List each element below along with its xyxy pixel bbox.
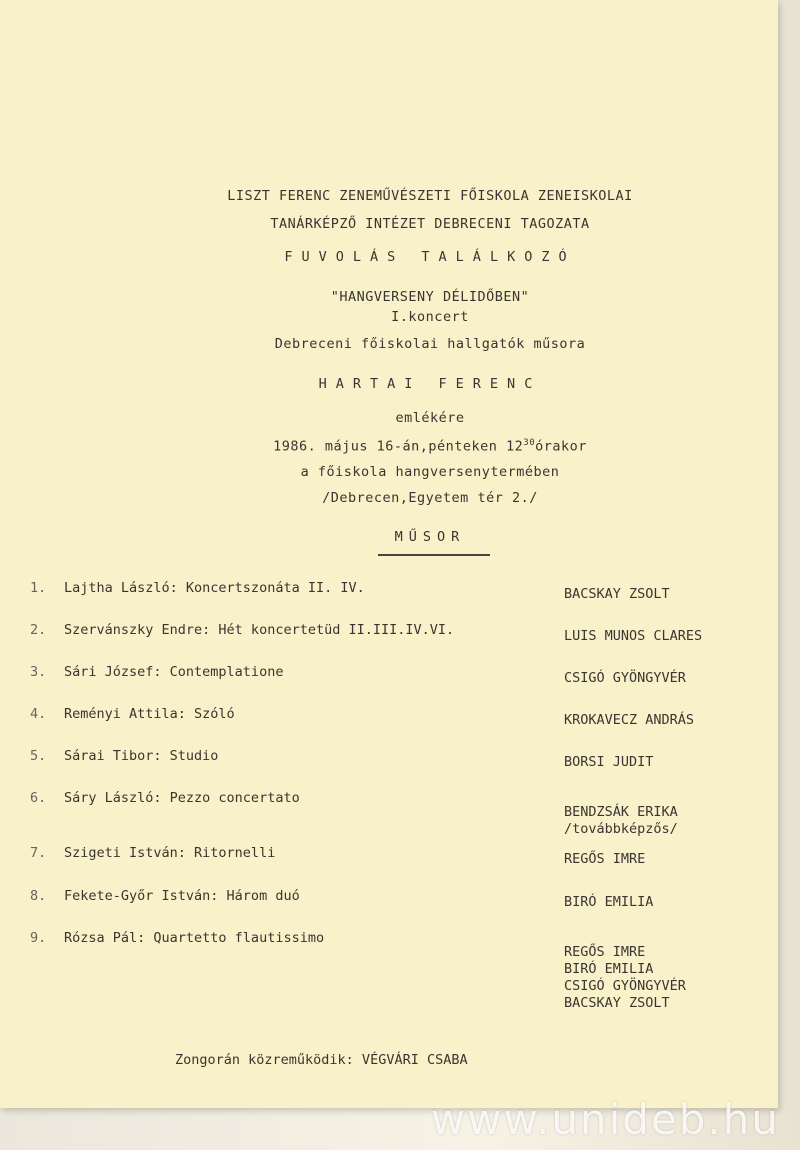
program-item-performers [564, 804, 678, 838]
program-item-performers [564, 851, 645, 868]
performer-name: REGŐS IMRE [564, 944, 646, 960]
program-item-performers [564, 712, 694, 729]
memorial-text: emlékére [395, 410, 465, 426]
header-line-3: FUVOLÁS TALÁLKOZÓ [284, 249, 576, 265]
date-text: 1986. május 16-án,pénteken 12 [273, 438, 524, 455]
program-item-work: Lajtha László: Koncertszonáta II. IV. [64, 580, 365, 596]
performer-name: KROKAVECZ ANDRÁS [564, 712, 695, 728]
program-item-performers [564, 586, 670, 603]
performer-name: REGŐS IMRE [564, 851, 646, 867]
program-item-number: 8. [30, 888, 47, 904]
program-item-work: Reményi Attila: Szóló [64, 706, 235, 722]
time-superscript: 30 [523, 438, 536, 448]
header-line-1: LISZT FERENC ZENEMŰVÉSZETI FŐISKOLA ZENEISKOLAI [227, 188, 633, 204]
program-item-work: Sárai Tibor: Studio [64, 748, 219, 764]
concert-venue: a főiskola hangversenytermében [300, 464, 560, 480]
program-item-performers [564, 628, 702, 645]
program-item-number: 7. [30, 845, 47, 861]
program-item-number: 4. [30, 706, 47, 722]
performer-name: BIRÓ EMILIA [564, 894, 654, 910]
performer-name: BIRÓ EMILIA [564, 961, 654, 977]
performer-name: CSIGÓ GYÖNGYVÉR [564, 670, 686, 686]
concert-subtitle: Debreceni főiskolai hallgatók műsora [274, 336, 586, 352]
performer-name: BACSKAY ZSOLT [564, 586, 670, 602]
program-item-work: Rózsa Pál: Quartetto flautissimo [64, 930, 325, 946]
concert-date [170, 438, 690, 455]
program-item-number: 6. [30, 790, 47, 806]
program-item-work: Szervánszky Endre: Hét koncertetüd II.III.IV.VI. [64, 622, 455, 638]
program-item-performers [564, 944, 686, 1012]
program-item-performers [564, 894, 653, 911]
program-item-number: 5. [30, 748, 47, 764]
header-line-2: TANÁRKÉPZŐ INTÉZET DEBRECENI TAGOZATA [270, 216, 590, 232]
watermark: www.unideb.hu [430, 1095, 780, 1144]
concert-address: /Debrecen,Egyetem tér 2./ [322, 490, 538, 506]
accompanist-line: Zongorán közreműködik: VÉGVÁRI CSABA [175, 1052, 468, 1068]
program-item-performers [564, 754, 653, 771]
program-item-work: Szigeti István: Ritornelli [64, 845, 276, 861]
performer-name: LUIS MUNOS CLARES [564, 628, 703, 644]
performer-name: CSIGÓ GYÖNGYVÉR [564, 978, 686, 994]
time-suffix: órakor [535, 438, 587, 455]
program-item-number: 1. [30, 580, 47, 596]
program-heading-underline [378, 554, 490, 556]
program-item-number: 9. [30, 930, 47, 946]
concert-number: I.koncert [391, 309, 469, 325]
honoree-name: HARTAI FERENC [318, 376, 542, 392]
performer-name: BORSI JUDIT [564, 754, 654, 770]
program-item-work: Sári József: Contemplatione [64, 664, 284, 680]
program-item-number: 3. [30, 664, 47, 680]
program-heading: MŰSOR [394, 529, 466, 545]
performer-name: /továbbképzős/ [564, 821, 678, 837]
program-item-work: Fekete-Győr István: Három duó [64, 888, 300, 904]
performer-name: BACSKAY ZSOLT [564, 995, 670, 1011]
performer-name: BENDZSÁK ERIKA [564, 804, 678, 820]
program-item-performers [564, 670, 686, 687]
program-item-work: Sáry László: Pezzo concertato [64, 790, 300, 806]
concert-title: "HANGVERSENY DÉLIDŐBEN" [330, 289, 530, 305]
program-item-number: 2. [30, 622, 47, 638]
